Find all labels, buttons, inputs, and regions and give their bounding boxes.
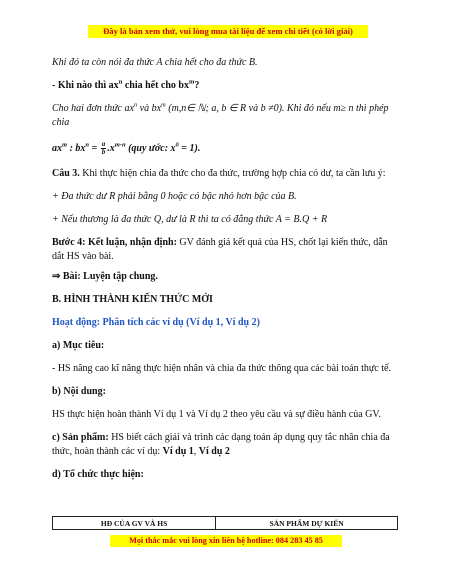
division-formula (52, 141, 398, 156)
table-header-cell: SẢN PHẨM DỰ KIẾN (216, 517, 398, 530)
activity-table (52, 516, 398, 530)
text: (m,n∈ ℕ; a, b ∈ R và b ≠0). Khi đó nếu m≥ n thì phép (165, 103, 389, 114)
hotline-footer: Mọi thắc mắc vui lòng xin liên hệ hotline: 084 283 45 85 (110, 535, 342, 547)
text: c) Sản phẩm: (52, 432, 109, 443)
text: HS biết cách giải và trình các dạng toán áp dụng quy tắc nhân chia đa thức, hoàn thành các ví dụ: (52, 432, 390, 457)
text: , (193, 446, 199, 457)
preview-banner: Đây là bản xem thử, vui lòng mua tài liệu để xem chi tiết (có lời giải) (88, 25, 368, 38)
text: (quy ước: x (125, 142, 176, 154)
text: ? (194, 80, 200, 91)
superscript: m (188, 78, 195, 86)
question-line (52, 79, 398, 93)
text: = 1). (178, 142, 201, 154)
fraction (101, 141, 107, 156)
arrow-icon: ⇒ (52, 271, 63, 282)
subheading: a) Mục tiêu: (52, 340, 105, 351)
text: Ví dụ 1 (162, 446, 194, 457)
text: GV đánh giá kết quả của HS, chốt lại kiến thức, dẫn dắt HS vào bài. (52, 237, 388, 262)
text: Câu 3. (52, 168, 80, 179)
text: Ví dụ 2 (198, 446, 230, 457)
text: chia hết cho bx (122, 80, 189, 91)
paragraph: + Đa thức dư R phải bằng 0 hoặc có bậc nhỏ hơn bậc của B. (52, 191, 297, 202)
paragraph: Khi đó ta còn nói đa thức A chia hết cho đa thức B. (52, 57, 258, 68)
text: Bài: Luyện tập chung. (62, 271, 158, 282)
text: Cho hai đơn thức ax (52, 103, 134, 114)
table-header-row (53, 517, 398, 530)
text: và bx (137, 103, 162, 114)
superscript: n (118, 78, 123, 86)
fraction-denominator: b (101, 148, 106, 156)
section-heading: B. HÌNH THÀNH KIẾN THỨC MỚI (52, 294, 213, 305)
superscript: 0 (175, 141, 179, 149)
subheading: b) Nội dung: (52, 386, 106, 397)
text: Bước 4: Kết luận, nhận định: (52, 237, 177, 248)
text: .x (107, 142, 115, 154)
paragraph: HS thực hiện hoàn thành Ví dụ 1 và Ví dụ 2 theo yêu cầu và sự điều hành của GV. (52, 409, 381, 420)
fraction-numerator: a (101, 140, 106, 148)
paragraph (52, 102, 398, 130)
superscript: m (62, 141, 68, 149)
superscript: m (161, 101, 166, 109)
text: ax (52, 142, 62, 154)
subheading: d) Tổ chức thực hiện: (52, 469, 144, 480)
paragraph (52, 236, 398, 264)
text: chia (52, 117, 70, 128)
paragraph (52, 167, 398, 181)
text: : bx (67, 142, 86, 154)
table-header-cell: HĐ CỦA GV VÀ HS (53, 517, 216, 530)
superscript: n (133, 101, 138, 109)
text: Khi thực hiện chia đa thức cho đa thức, trường hợp chia có dư, ta cần lưu ý: (79, 168, 386, 179)
superscript: m-n (114, 141, 126, 149)
paragraph: - HS nâng cao kĩ năng thực hiện nhân và chia đa thức thông qua các bài toán thực tế. (52, 363, 391, 374)
paragraph (52, 431, 398, 459)
paragraph: + Nếu thương là đa thức Q, dư là R thì ta có đẳng thức A = B.Q + R (52, 214, 328, 225)
activity-heading: Hoạt động: Phân tích các ví dụ (Ví dụ 1, Ví dụ 2) (52, 317, 260, 328)
text: = (89, 142, 100, 154)
lesson-line (52, 270, 398, 284)
text: - Khi nào thì ax (52, 80, 119, 91)
document-body (52, 56, 398, 482)
superscript: n (85, 141, 90, 149)
